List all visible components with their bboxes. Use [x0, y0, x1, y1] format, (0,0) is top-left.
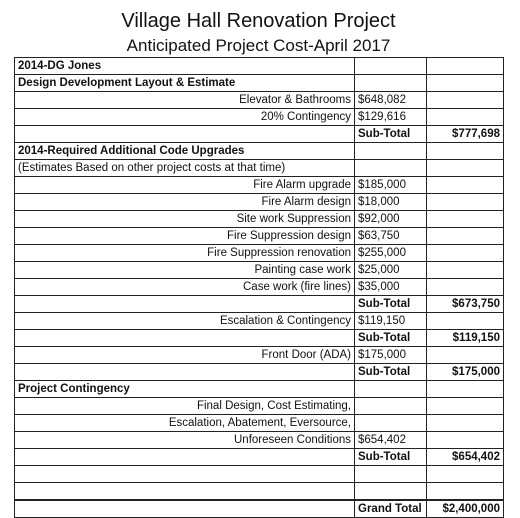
item-amount: $119,150 — [355, 313, 427, 330]
total-cell — [427, 143, 504, 160]
total-cell — [427, 262, 504, 279]
subtotal-row — [15, 126, 504, 143]
item-description — [15, 449, 355, 466]
total-cell — [427, 279, 504, 296]
blank-row — [15, 483, 504, 501]
line-item-row — [15, 279, 504, 296]
total-cell — [427, 58, 504, 75]
item-amount: $129,616 — [355, 109, 427, 126]
total-cell — [427, 313, 504, 330]
item-description: Elevator & Bathrooms — [15, 92, 355, 109]
item-amount — [355, 466, 427, 483]
item-description: Fire Suppression renovation — [15, 245, 355, 262]
item-amount: $35,000 — [355, 279, 427, 296]
line-item-row — [15, 262, 504, 279]
document-title: Village Hall Renovation Project — [121, 10, 396, 32]
note-row — [15, 160, 504, 177]
item-description: Case work (fire lines) — [15, 279, 355, 296]
item-description: Painting case work — [15, 262, 355, 279]
item-description: Front Door (ADA) — [15, 347, 355, 364]
line-item-row — [15, 92, 504, 109]
total-cell — [427, 432, 504, 449]
total-cell — [427, 415, 504, 432]
item-description: Escalation & Contingency — [15, 313, 355, 330]
blank-row — [15, 466, 504, 483]
line-item-row — [15, 228, 504, 245]
line-item-row — [15, 194, 504, 211]
item-amount: $648,082 — [355, 92, 427, 109]
total-cell — [427, 177, 504, 194]
item-amount: $185,000 — [355, 177, 427, 194]
item-description: Fire Suppression design — [15, 228, 355, 245]
subtotal-label: Sub-Total — [355, 330, 427, 347]
subtotal-value: $654,402 — [427, 449, 504, 466]
item-amount: $63,750 — [355, 228, 427, 245]
total-cell — [427, 228, 504, 245]
item-description: Fire Alarm upgrade — [15, 177, 355, 194]
subtotal-row — [15, 296, 504, 313]
line-item-row — [15, 415, 504, 432]
cost-sheet — [14, 8, 503, 518]
amount-cell — [355, 160, 427, 177]
line-item-row — [15, 347, 504, 364]
subtotal-value: $119,150 — [427, 330, 504, 347]
item-description — [15, 500, 355, 518]
item-description — [15, 483, 355, 501]
item-amount: $92,000 — [355, 211, 427, 228]
section-header: 2014-DG Jones — [15, 58, 355, 75]
total-cell — [427, 347, 504, 364]
total-cell — [427, 75, 504, 92]
item-description: Unforeseen Conditions — [15, 432, 355, 449]
item-description: Escalation, Abatement, Eversource, — [15, 415, 355, 432]
subtotal-value: $777,698 — [427, 126, 504, 143]
cost-table — [14, 57, 504, 518]
item-description: Fire Alarm design — [15, 194, 355, 211]
item-description — [15, 330, 355, 347]
subtotal-label: Sub-Total — [355, 364, 427, 381]
item-description — [15, 466, 355, 483]
subtotal-value: $175,000 — [427, 364, 504, 381]
amount-cell — [355, 58, 427, 75]
subtotal-value: $2,400,000 — [427, 500, 504, 518]
total-cell — [427, 381, 504, 398]
subtotal-label: Sub-Total — [355, 296, 427, 313]
item-description: Site work Suppression — [15, 211, 355, 228]
grand-total-row — [15, 500, 504, 518]
item-description — [15, 126, 355, 143]
total-cell — [427, 109, 504, 126]
item-description — [15, 364, 355, 381]
line-item-row — [15, 177, 504, 194]
item-amount: $175,000 — [355, 347, 427, 364]
section-header-row — [15, 75, 504, 92]
section-header: 2014-Required Additional Code Upgrades — [15, 143, 355, 160]
subtotal-label: Sub-Total — [355, 449, 427, 466]
line-item-row — [15, 245, 504, 262]
item-amount: $255,000 — [355, 245, 427, 262]
section-note: (Estimates Based on other project costs at that time) — [15, 160, 355, 177]
section-header: Project Contingency — [15, 381, 355, 398]
item-description — [15, 296, 355, 313]
item-description: 20% Contingency — [15, 109, 355, 126]
document-subtitle: Anticipated Project Cost-April 2017 — [126, 36, 391, 55]
subtotal-row — [15, 449, 504, 466]
total-cell — [427, 92, 504, 109]
line-item-row — [15, 211, 504, 228]
section-header-row — [15, 381, 504, 398]
section-header-row — [15, 143, 504, 160]
item-amount — [355, 398, 427, 415]
amount-cell — [355, 381, 427, 398]
item-amount: $25,000 — [355, 262, 427, 279]
section-header: Design Development Layout & Estimate — [15, 75, 355, 92]
item-amount: $654,402 — [355, 432, 427, 449]
item-description: Final Design, Cost Estimating, — [15, 398, 355, 415]
total-cell — [427, 160, 504, 177]
subtotal-label: Sub-Total — [355, 126, 427, 143]
subtotal-value: $673,750 — [427, 296, 504, 313]
amount-cell — [355, 143, 427, 160]
item-amount — [355, 415, 427, 432]
total-cell — [427, 194, 504, 211]
total-cell — [427, 483, 504, 501]
subtotal-row — [15, 364, 504, 381]
subtotal-label: Grand Total — [355, 500, 427, 518]
line-item-row — [15, 313, 504, 330]
item-amount: $18,000 — [355, 194, 427, 211]
total-cell — [427, 245, 504, 262]
section-header-row — [15, 58, 504, 75]
line-item-row — [15, 398, 504, 415]
total-cell — [427, 211, 504, 228]
total-cell — [427, 466, 504, 483]
line-item-row — [15, 432, 504, 449]
line-item-row — [15, 109, 504, 126]
amount-cell — [355, 75, 427, 92]
item-amount — [355, 483, 427, 501]
total-cell — [427, 398, 504, 415]
subtotal-row — [15, 330, 504, 347]
